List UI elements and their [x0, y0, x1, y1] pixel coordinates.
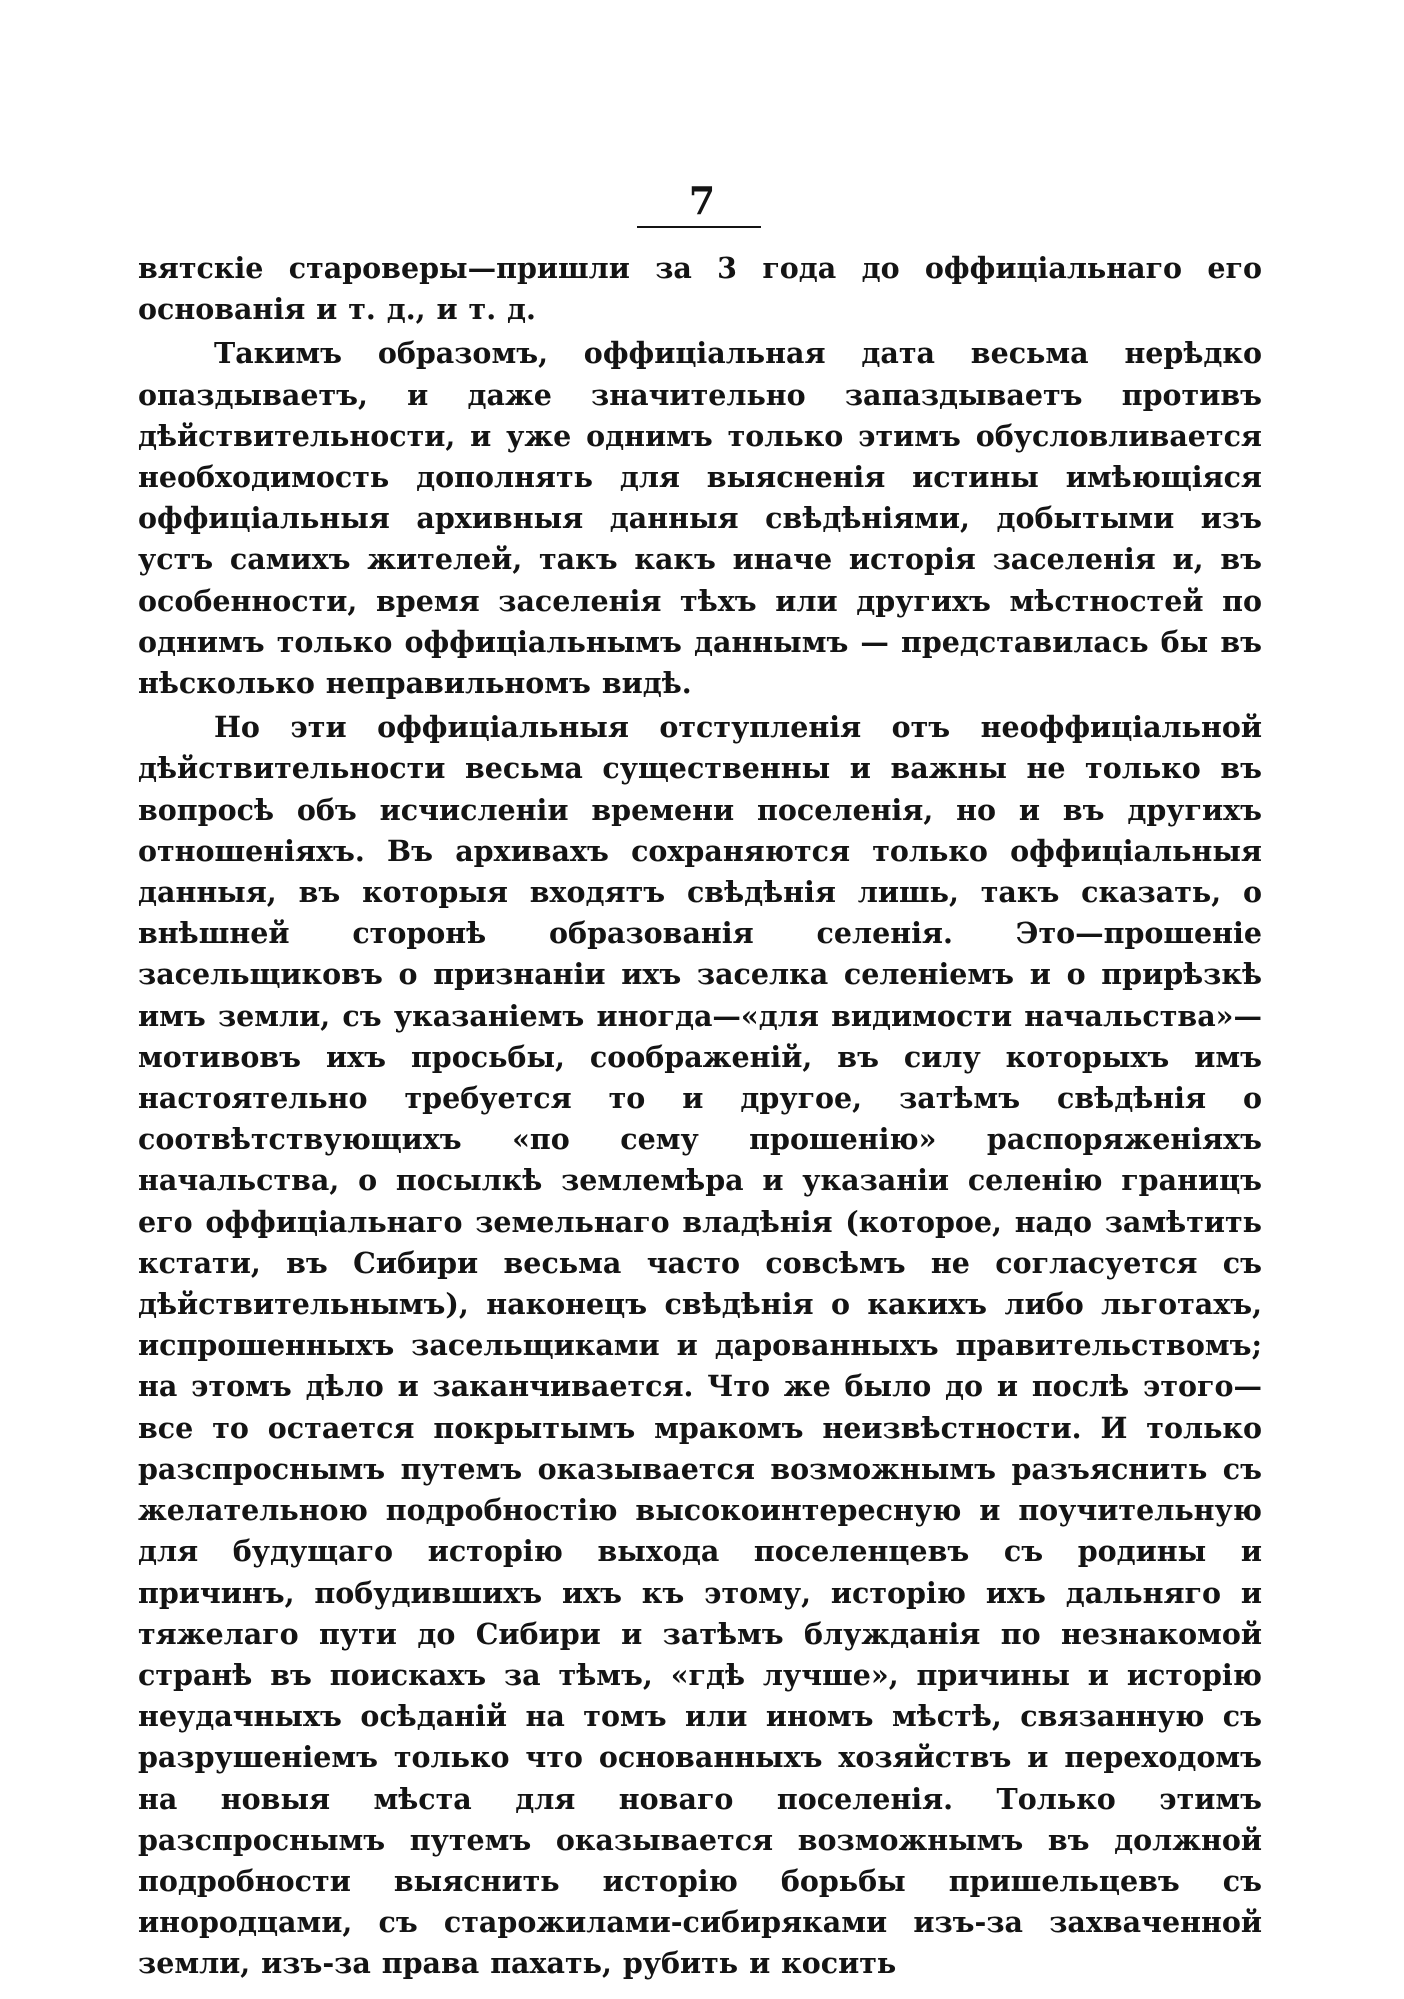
paragraph-continued: вятскіе староверы—пришли за 3 года до оффиціальнаго его основанія и т. д., и т. д.: [138, 251, 1262, 327]
page-number: 7: [688, 178, 716, 223]
page-number-rule: [637, 226, 761, 228]
paragraph: Но эти оффиціальныя отступленія отъ неоффиціальной дѣйствительности весьма существенны и важны не только въ вопросѣ объ исчисленіи времени поселенія, но и въ другихъ отношеніяхъ. Въ архивахъ сохраняются только оффиціальныя данныя, въ которыя входятъ свѣдѣнія лишь, такъ сказать, о внѣшней сторонѣ образованія селенія. Это—прошеніе засельщиковъ о признаніи ихъ заселка селеніемъ и о прирѣзкѣ имъ земли, съ указаніемъ иногда—«для видимости начальства»—мотивовъ ихъ просьбы, соображеній, въ силу которыхъ имъ настоятельно требуется то и другое, затѣмъ свѣдѣнія о соотвѣтствующихъ «по сему прошенію» распоряженіяхъ начальства, о посылкѣ землемѣра и указаніи селенію границъ его оффиціальнаго земельнаго владѣнія (которое, надо замѣтить кстати, въ Сибири весьма часто совсѣмъ не согласуется съ дѣйствительнымъ), наконецъ свѣдѣнія о какихъ либо льготахъ, испрошенныхъ засельщиками и дарованныхъ правительствомъ; на этомъ дѣло и заканчивается. Что же было до и послѣ этого—все то остается покрытымъ мракомъ неизвѣстности. И только разспроснымъ путемъ оказывается возможнымъ разъяснить съ желательною подробностію высокоинтересную и поучительную для будущаго исторію выхода поселенцевъ съ родины и причинъ, побудившихъ ихъ къ этому, исторію ихъ дальняго и тяжелаго пути до Сибири и затѣмъ блужданія по незнакомой странѣ въ поискахъ за тѣмъ, «гдѣ лучше», причины и исторію неудачныхъ осѣданій на томъ или иномъ мѣстѣ, связанную съ разрушеніемъ только что основанныхъ хозяйствъ и переходомъ на новыя мѣста для новаго поселенія. Только этимъ разспроснымъ путемъ оказывается возможнымъ въ должной подробности выяснить исторію борьбы пришельцевъ съ инородцами, съ старожилами-сибиряками изъ-за захваченной земли, изъ-за права пахать, рубить и косить: [138, 710, 1262, 1981]
body-text: [138, 248, 1262, 1985]
paragraph: Такимъ образомъ, оффиціальная дата весьма нерѣдко опаздываетъ, и даже значительно запаздываетъ противъ дѣйствительности, и уже однимъ только этимъ обусловливается необходимость дополнять для выясненія истины имѣющіяся оффиціальныя архивныя данныя свѣдѣніями, добытыми изъ устъ самихъ жителей, такъ какъ иначе исторія заселенія и, въ особенности, время заселенія тѣхъ или другихъ мѣстностей по однимъ только оффиціальнымъ даннымъ — представилась бы въ нѣсколько неправильномъ видѣ.: [138, 336, 1262, 701]
